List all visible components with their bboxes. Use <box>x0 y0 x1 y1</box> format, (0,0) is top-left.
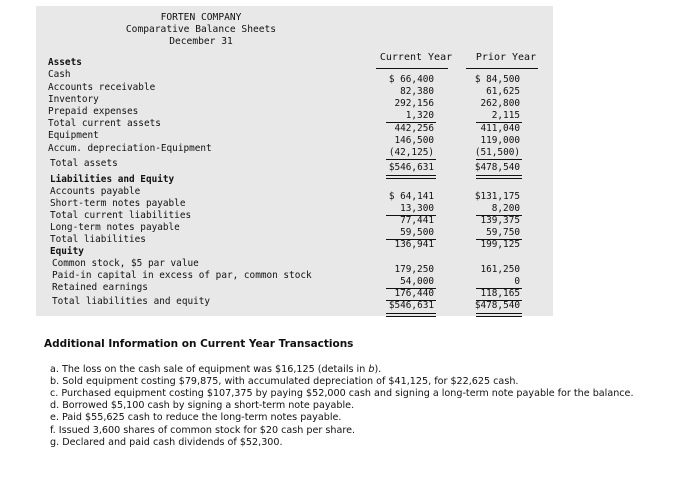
liabilities-prior-value: 8,200 <box>491 203 520 214</box>
subtotal-rule <box>386 122 436 123</box>
equity-current-value: $546,631 <box>388 300 434 311</box>
row-label: Cash <box>48 69 71 80</box>
total-double-rule <box>476 175 522 179</box>
balance-sheet-panel <box>36 6 553 316</box>
column-header-current: Current Year <box>379 52 453 63</box>
additional-info-title: Additional Information on Current Year Transactions <box>44 338 354 350</box>
subtotal-rule <box>476 122 522 123</box>
row-label: Total current liabilities <box>50 210 192 221</box>
assets-current-value: (42,125) <box>388 147 434 158</box>
total-double-rule <box>476 313 522 317</box>
liabilities-prior-value: 199,125 <box>480 239 520 250</box>
assets-current-value: 146,500 <box>394 135 434 146</box>
assets-prior-value: 411,040 <box>480 123 520 134</box>
liabilities-prior-value: $131,175 <box>474 191 520 202</box>
row-label: Paid-in capital in excess of par, common stock <box>52 270 312 281</box>
equity-current-value: 54,000 <box>400 276 434 287</box>
subtotal-rule <box>476 239 522 240</box>
subtotal-rule <box>476 159 522 160</box>
row-label: Retained earnings <box>52 282 148 293</box>
subtotal-rule <box>476 288 522 289</box>
subtotal-rule <box>476 300 522 301</box>
assets-current-value: $ 66,400 <box>388 74 434 85</box>
row-label: Short-term notes payable <box>50 198 186 209</box>
transaction-item: f. Issued 3,600 shares of common stock for $20 cash per share. <box>50 425 356 436</box>
equity-prior-value: 0 <box>514 276 520 287</box>
statement-title: Comparative Balance Sheets <box>125 24 277 35</box>
assets-prior-value: $478,540 <box>474 162 520 173</box>
total-double-rule <box>386 175 436 179</box>
header-rule-current <box>376 68 448 69</box>
subtotal-rule <box>386 288 436 289</box>
row-label: Accounts payable <box>50 186 141 197</box>
assets-current-value: 82,380 <box>400 86 434 97</box>
liabilities-current-value: 77,441 <box>400 215 434 226</box>
assets-prior-value: 119,000 <box>480 135 520 146</box>
row-label: Equipment <box>48 130 99 141</box>
liabilities-current-value: $ 64,141 <box>388 191 434 202</box>
row-label: Long-term notes payable <box>50 222 180 233</box>
statement-date: December 31 <box>169 36 233 47</box>
total-double-rule <box>386 313 436 317</box>
liabilities-prior-value: 59,750 <box>486 227 520 238</box>
row-label: Accounts receivable <box>48 82 156 93</box>
transaction-item: b. Sold equipment costing $79,875, with accumulated depreciation of $41,125, for $22,625 cash. <box>50 376 519 387</box>
liabilities-current-value: 13,300 <box>400 203 434 214</box>
subtotal-rule <box>386 300 436 301</box>
equity-prior-value: 118,165 <box>480 288 520 299</box>
assets-current-value: 292,156 <box>394 98 434 109</box>
transaction-item: a. The loss on the cash sale of equipment was $16,125 (details in b). <box>50 364 382 375</box>
row-label: Accum. depreciation-Equipment <box>48 143 212 154</box>
subtotal-rule <box>386 215 436 216</box>
equity-current-value: 179,250 <box>394 264 434 275</box>
assets-heading: Assets <box>48 57 82 68</box>
assets-current-value: 442,256 <box>394 123 434 134</box>
equity-current-value: 176,440 <box>394 288 434 299</box>
equity-prior-value: $478,540 <box>474 300 520 311</box>
transaction-item: g. Declared and paid cash dividends of $52,300. <box>50 437 283 448</box>
row-label: Common stock, $5 par value <box>52 258 199 269</box>
header-rule-prior <box>466 68 538 69</box>
row-label: Prepaid expenses <box>48 106 139 117</box>
row-label: Total current assets <box>48 118 161 129</box>
subtotal-rule <box>476 215 522 216</box>
transaction-item: c. Purchased equipment costing $107,375 by paying $52,000 cash and signing a long-term note payable for the balance. <box>50 388 634 399</box>
liabilities-heading: Liabilities and Equity <box>50 174 175 185</box>
liabilities-current-value: 136,941 <box>394 239 434 250</box>
transaction-item: d. Borrowed $5,100 cash by signing a short-term note payable. <box>50 400 355 411</box>
assets-prior-value: $ 84,500 <box>474 74 520 85</box>
subtotal-rule <box>386 239 436 240</box>
equity-heading: Equity <box>50 246 84 257</box>
assets-current-value: 1,320 <box>405 110 434 121</box>
column-header-prior: Prior Year <box>475 52 537 63</box>
subtotal-rule <box>386 159 436 160</box>
liabilities-prior-value: 139,375 <box>480 215 520 226</box>
assets-prior-value: 2,115 <box>491 110 520 121</box>
row-label: Total liabilities <box>50 234 146 245</box>
assets-prior-value: (51,500) <box>474 147 520 158</box>
row-label: Total liabilities and equity <box>52 296 211 307</box>
assets-prior-value: 61,625 <box>486 86 520 97</box>
company-name: FORTEN COMPANY <box>160 12 242 23</box>
row-label: Inventory <box>48 94 99 105</box>
row-label: Total assets <box>50 158 118 169</box>
equity-prior-value: 161,250 <box>480 264 520 275</box>
assets-prior-value: 262,800 <box>480 98 520 109</box>
transaction-item: e. Paid $55,625 cash to reduce the long-term notes payable. <box>50 412 342 423</box>
assets-current-value: $546,631 <box>388 162 434 173</box>
liabilities-current-value: 59,500 <box>400 227 434 238</box>
